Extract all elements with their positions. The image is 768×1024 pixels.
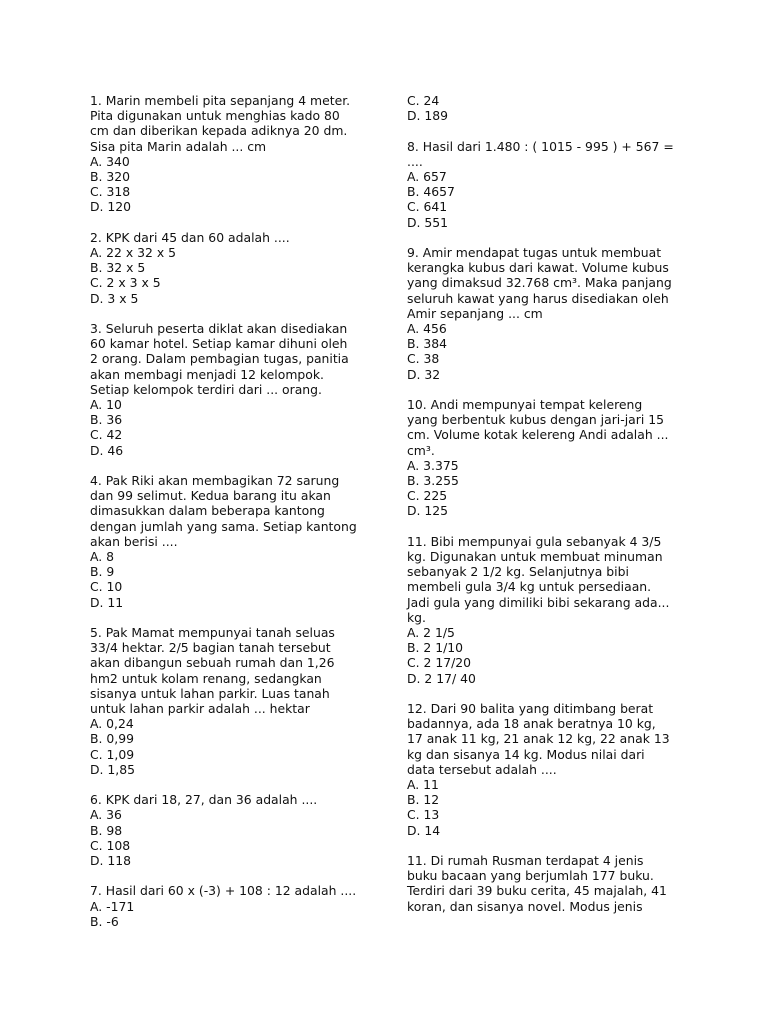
question-line: C. 38: [407, 351, 440, 367]
question-line: sisanya untuk lahan parkir. Luas tanah: [90, 685, 330, 701]
question-line: A. 10: [90, 397, 122, 413]
question-line: C. 13: [407, 807, 440, 823]
question-line: B. 0,99: [90, 731, 134, 747]
question-line: D. 120: [90, 199, 132, 215]
question-text: C. 24: [407, 93, 440, 108]
question-block: [90, 473, 380, 610]
question-line: D. 32: [407, 366, 441, 382]
question-line: akan dibangun sebuah rumah dan 1,26: [90, 655, 335, 671]
question-line: membeli gula 3/4 kg untuk persediaan.: [407, 579, 652, 595]
question-text: 11. Di rumah Rusman terdapat 4 jenis: [407, 853, 644, 869]
question-line: B. 384: [407, 336, 448, 352]
question-line: untuk lahan parkir adalah ... hektar: [90, 701, 310, 717]
question-line: B. 9: [90, 564, 115, 580]
question-line: Amir sepanjang ... cm: [407, 305, 543, 321]
question-line: B. 98: [90, 822, 123, 838]
question-text: 11. Bibi mempunyai gula sebanyak 4 3/5: [407, 533, 662, 549]
question-line: D. 3 x 5: [90, 290, 139, 306]
question-line: dengan jumlah yang sama. Setiap kantong: [90, 518, 357, 534]
question-line: hm2 untuk kolam renang, sedangkan: [90, 670, 322, 686]
question-block: [90, 625, 380, 777]
question-text: 6. KPK dari 18, 27, dan 36 adalah ....: [90, 792, 318, 808]
question-text: 1. Marin membeli pita sepanjang 4 meter.: [90, 93, 351, 108]
question-line: D. 551: [407, 214, 449, 230]
question-line: data tersebut adalah ....: [407, 761, 557, 777]
question-text: 12. Dari 90 balita yang ditimbang berat: [407, 701, 654, 717]
question-block: [407, 245, 697, 382]
question-line: cm³.: [407, 442, 435, 458]
question-line: D. 118: [90, 853, 132, 869]
question-line: C. 318: [90, 184, 131, 200]
question-line: sebanyak 2 1/2 kg. Selanjutnya bibi: [407, 564, 629, 580]
question-line: D. 11: [90, 594, 124, 610]
question-line: seluruh kawat yang harus disediakan oleh: [407, 290, 669, 306]
question-line: D. 2 17/ 40: [407, 670, 476, 686]
question-line: Terdiri dari 39 buku cerita, 45 majalah, 41: [407, 883, 667, 899]
question-line: B. 4657: [407, 184, 455, 200]
question-line: Setiap kelompok terdiri dari ... orang.: [90, 381, 322, 397]
question-line: B. 320: [90, 169, 131, 185]
question-block: [90, 230, 380, 306]
question-line: kerangka kubus dari kawat. Volume kubus: [407, 260, 669, 276]
question-line: yang dimaksud 32.768 cm³. Maka panjang: [407, 275, 672, 291]
question-text: 2. KPK dari 45 dan 60 adalah ....: [90, 229, 290, 245]
question-line: B. 12: [407, 792, 440, 808]
question-block: [90, 321, 380, 458]
question-line: 2 orang. Dalam pembagian tugas, panitia: [90, 351, 349, 367]
question-line: B. 32 x 5: [90, 260, 146, 276]
question-line: A. 657: [407, 169, 447, 184]
question-line: A. -171: [90, 898, 135, 914]
question-line: cm. Volume kotak kelereng Andi adalah ...: [407, 427, 669, 443]
question-line: C. 108: [90, 837, 131, 853]
question-line: C. 2 17/20: [407, 655, 472, 671]
question-line: Sisa pita Marin adalah ... cm: [90, 138, 267, 154]
question-line: C. 42: [90, 427, 123, 443]
question-line: A. 456: [407, 321, 447, 337]
question-line: A. 3.375: [407, 457, 459, 473]
question-line: buku bacaan yang berjumlah 177 buku.: [407, 868, 654, 884]
question-line: ....: [407, 153, 423, 169]
question-line: A. 2 1/5: [407, 625, 455, 641]
question-line: D. 14: [407, 822, 441, 838]
question-line: akan membagi menjadi 12 kelompok.: [90, 366, 324, 382]
question-line: A. 0,24: [90, 716, 134, 732]
question-block: [407, 701, 697, 838]
question-line: B. 36: [90, 412, 123, 428]
question-line: D. 46: [90, 442, 124, 458]
question-line: badannya, ada 18 anak beratnya 10 kg,: [407, 716, 656, 732]
question-block: [407, 534, 697, 686]
question-line: dimasukkan dalam beberapa kantong: [90, 503, 325, 519]
question-line: kg. Digunakan untuk membuat minuman: [407, 549, 663, 565]
question-text: 4. Pak Riki akan membagikan 72 sarung: [90, 473, 340, 489]
question-text: 10. Andi mempunyai tempat kelereng: [407, 397, 643, 413]
question-line: koran, dan sisanya novel. Modus jenis: [407, 898, 643, 914]
question-text: 3. Seluruh peserta diklat akan disediakan: [90, 321, 348, 337]
right-column: [407, 93, 697, 929]
question-line: D. 189: [407, 108, 449, 124]
question-line: 17 anak 11 kg, 21 anak 12 kg, 22 anak 13: [407, 731, 670, 747]
question-line: kg dan sisanya 14 kg. Modus nilai dari: [407, 746, 645, 762]
question-line: C. 225: [407, 488, 448, 504]
question-text: 5. Pak Mamat mempunyai tanah seluas: [90, 625, 335, 641]
question-line: kg.: [407, 609, 426, 625]
question-line: Pita digunakan untuk menghias kado 80: [90, 108, 340, 124]
question-line: A. 11: [407, 777, 439, 793]
question-line: C. 2 x 3 x 5: [90, 275, 161, 291]
question-text: 8. Hasil dari 1.480 : ( 1015 - 995 ) + 567 =: [407, 138, 674, 154]
question-line: D. 1,85: [90, 761, 136, 777]
question-block: [90, 883, 380, 929]
question-block: [90, 93, 380, 215]
question-line: A. 8: [90, 549, 115, 565]
question-text: 9. Amir mendapat tugas untuk membuat: [407, 245, 662, 260]
question-line: A. 22 x 32 x 5: [90, 245, 176, 261]
question-line: akan berisi ....: [90, 533, 178, 549]
question-line: C. 1,09: [90, 746, 135, 762]
question-block: [407, 139, 697, 230]
question-block: [90, 792, 380, 868]
question-line: yang berbentuk kubus dengan jari-jari 15: [407, 412, 665, 428]
question-block: [407, 397, 697, 519]
question-line: B. 2 1/10: [407, 640, 464, 656]
question-line: Jadi gula yang dimiliki bibi sekarang ada...: [407, 594, 670, 610]
question-line: B. 3.255: [407, 473, 459, 489]
question-line: B. -6: [90, 913, 119, 929]
question-line: D. 125: [407, 503, 449, 519]
question-line: C. 641: [407, 199, 448, 215]
question-line: cm dan diberikan kepada adiknya 20 dm.: [90, 123, 348, 139]
question-line: 33/4 hektar. 2/5 bagian tanah tersebut: [90, 640, 331, 656]
question-line: C. 10: [90, 579, 123, 595]
left-column: [90, 93, 380, 944]
question-line: 60 kamar hotel. Setiap kamar dihuni oleh: [90, 336, 348, 352]
question-line: A. 340: [90, 153, 130, 169]
question-block: [407, 93, 697, 123]
question-block: [407, 853, 697, 914]
question-text: 7. Hasil dari 60 x (-3) + 108 : 12 adalah ....: [90, 883, 357, 899]
question-line: dan 99 selimut. Kedua barang itu akan: [90, 488, 331, 504]
question-line: A. 36: [90, 807, 122, 823]
